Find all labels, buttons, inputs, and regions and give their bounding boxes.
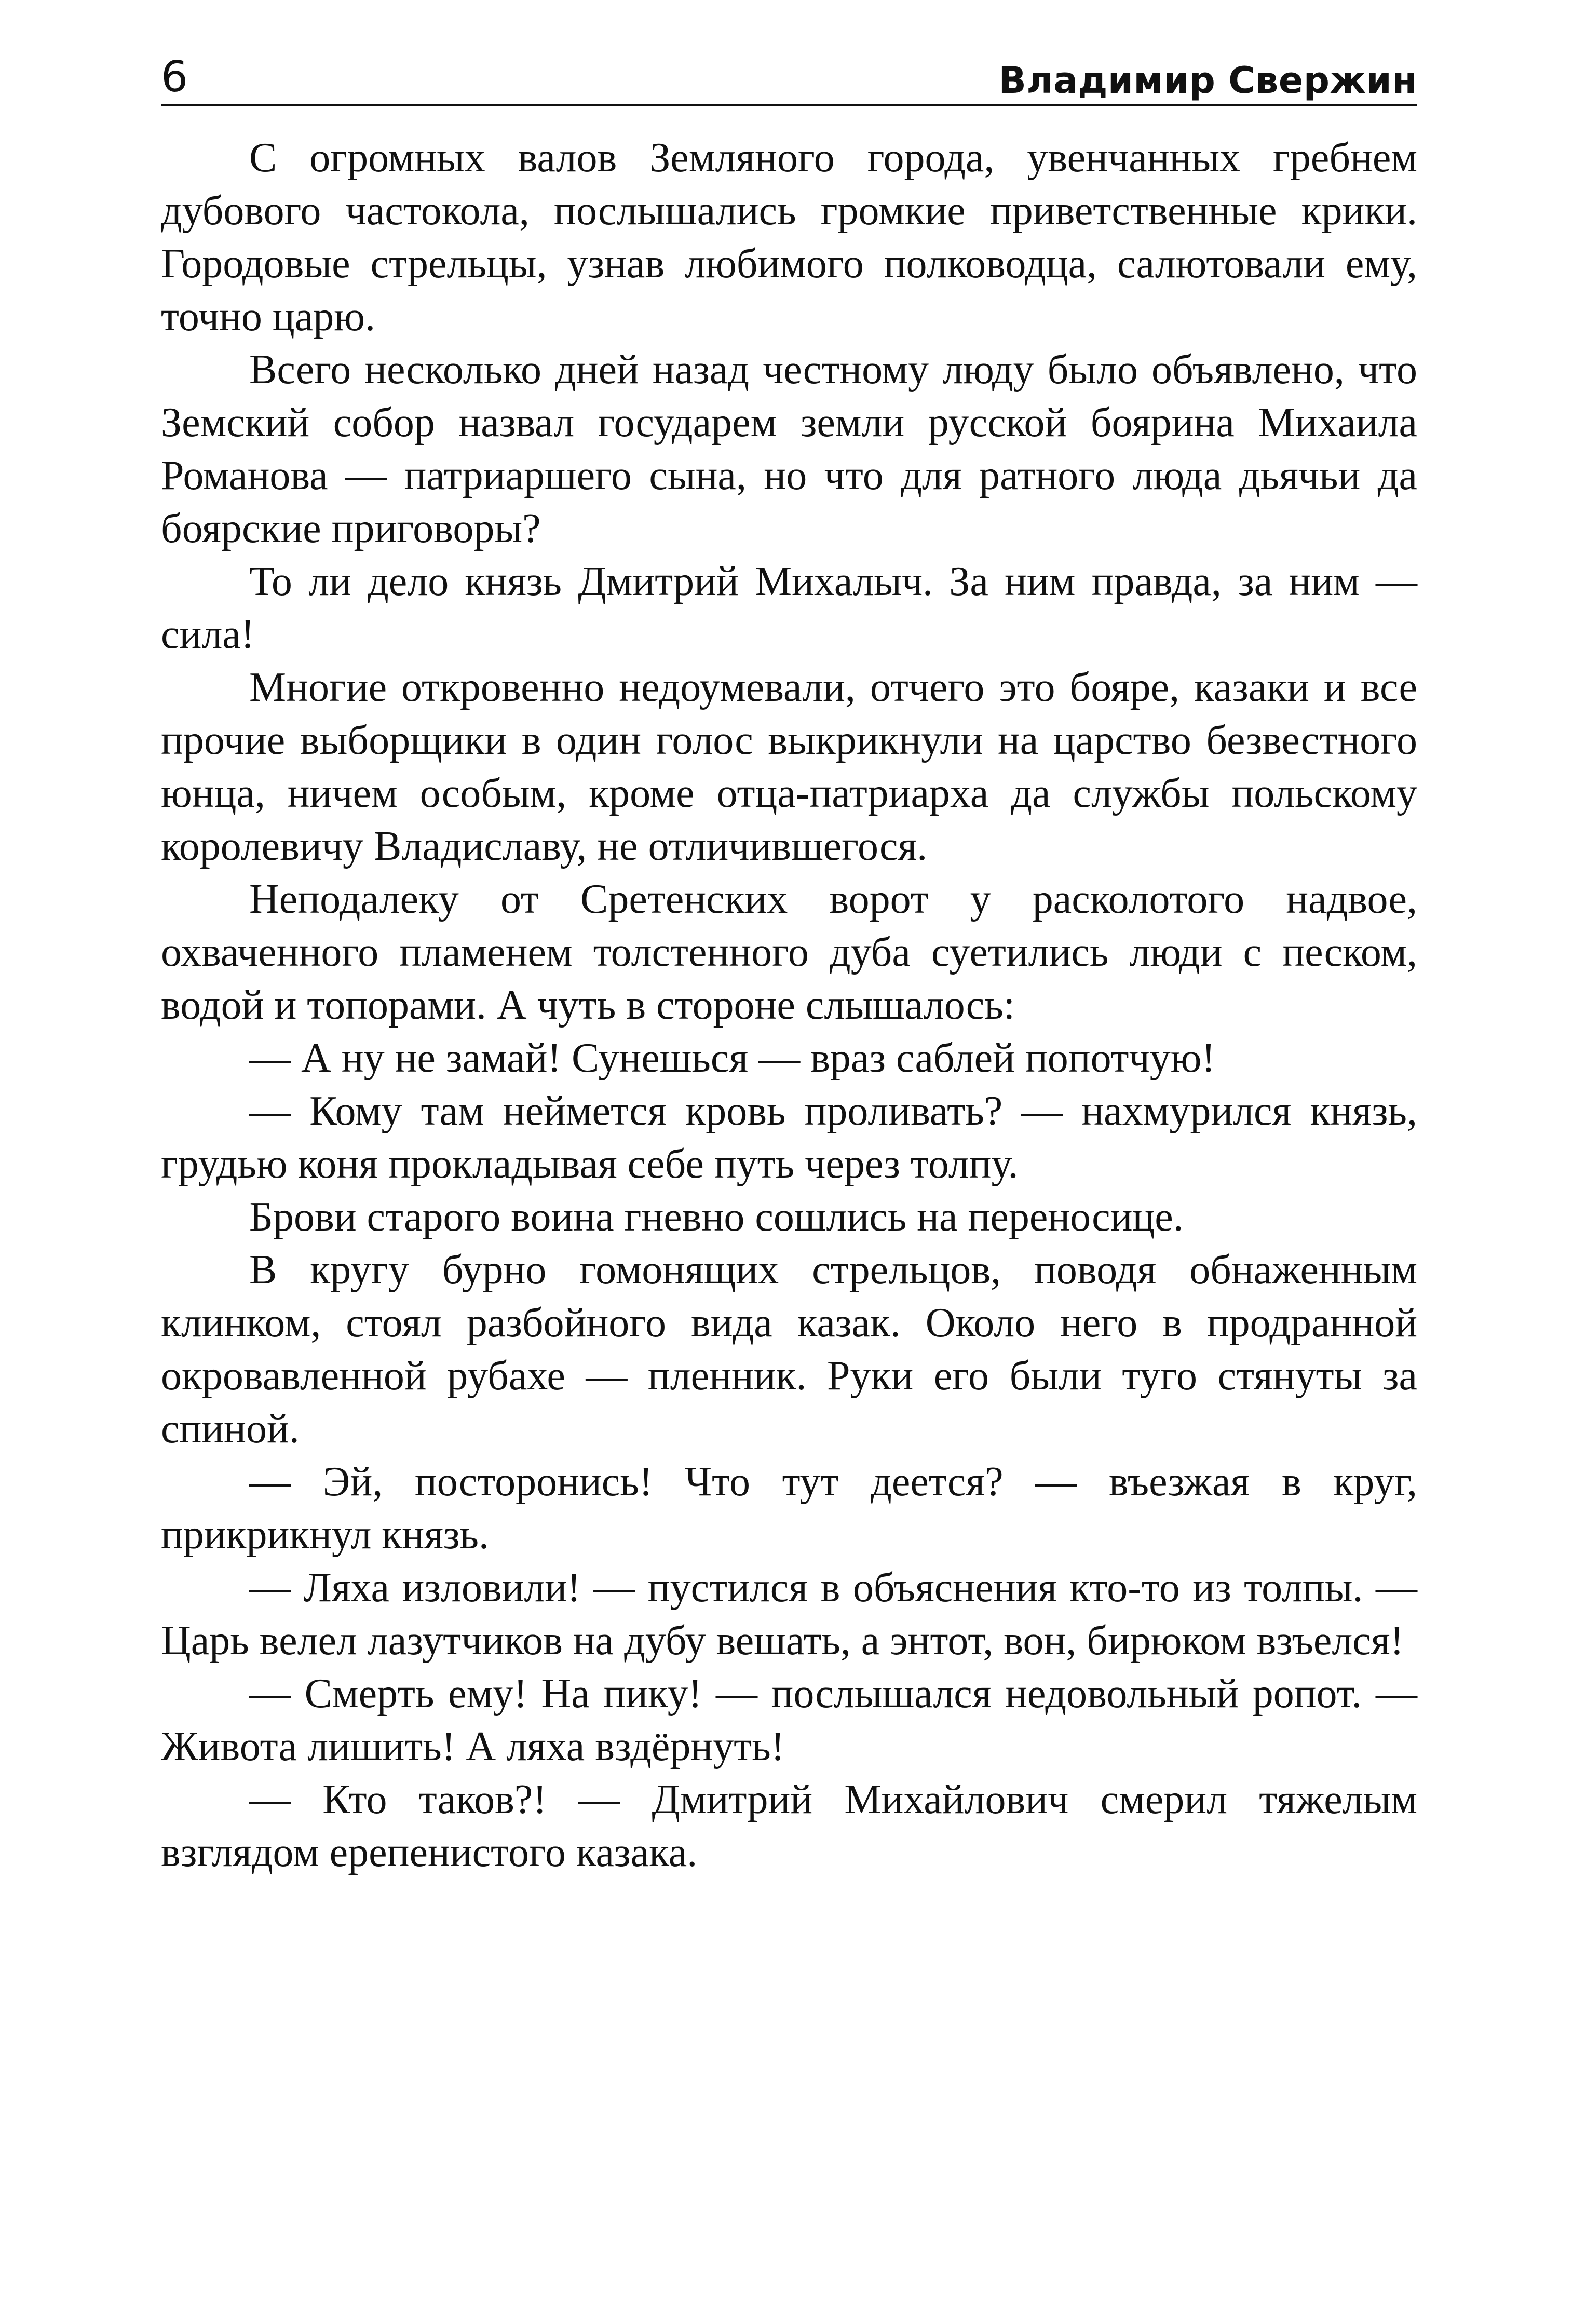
paragraph: Всего несколько дней назад честному люду было объявлено, что Земский собор назвал государем земли русской боярина Михаила Романова — патриаршего сына, но что для ратного люда дьячьи да боярские приговоры? (161, 347, 1417, 551)
paragraph: То ли дело князь Дмитрий Михалыч. За ним правда, за ним — сила! (161, 559, 1417, 657)
book-page (161, 47, 1417, 2279)
paragraph: С огромных валов Земляного города, увенчанных гребнем дубового частокола, послышались громкие приветственные крики. Городовые стрельцы, узнав любимого полководца, салютовали ему, точно царю. (161, 135, 1417, 340)
dialogue-line: — Кому там неймется кровь проливать? — нахмурился князь, грудью коня прокладывая себе путь через толпу. (161, 1088, 1417, 1187)
page-number: 6 (161, 52, 188, 102)
running-head (161, 47, 1417, 106)
dialogue-line: — Кто таков?! — Дмитрий Михайлович смерил тяжелым взглядом ерепенистого казака. (161, 1777, 1417, 1875)
paragraph: Неподалеку от Сретенских ворот у расколотого надвое, охваченного пламенем толстенного дуба суетились люди с песком, водой и топорами. А чуть в стороне слышалось: (161, 876, 1417, 1028)
dialogue-line: — А ну не замай! Сунешься — враз саблей попотчую! (249, 1035, 1216, 1081)
paragraph: Брови старого воина гневно сошлись на переносице. (249, 1194, 1184, 1240)
body-text (161, 131, 1417, 1879)
paragraph: В кругу бурно гомонящих стрельцов, поводя обнаженным клинком, стоял разбойного вида казак. Около него в продранной окровавленной рубахе — пленник. Руки его были туго стянуты за спиной. (161, 1247, 1417, 1452)
author-name: Владимир Свержин (998, 59, 1417, 102)
dialogue-line: — Ляха изловили! — пустился в объяснения кто-то из толпы. — Царь велел лазутчиков на дубу вешать, а энтот, вон, бирюком взъелся! (161, 1565, 1417, 1664)
paragraph: Многие откровенно недоумевали, отчего это бояре, казаки и все прочие выборщики в один голос выкрикнули на царство безвестного юнца, ничем особым, кроме отца-патриарха да службы польскому королевичу Владиславу, не отличившегося. (161, 665, 1417, 869)
dialogue-line: — Смерть ему! На пику! — послышался недовольный ропот. — Живота лишить! А ляха вздёрнуть! (161, 1671, 1417, 1769)
dialogue-line: — Эй, посторонись! Что тут деется? — въезжая в круг, прикрикнул князь. (161, 1459, 1417, 1558)
